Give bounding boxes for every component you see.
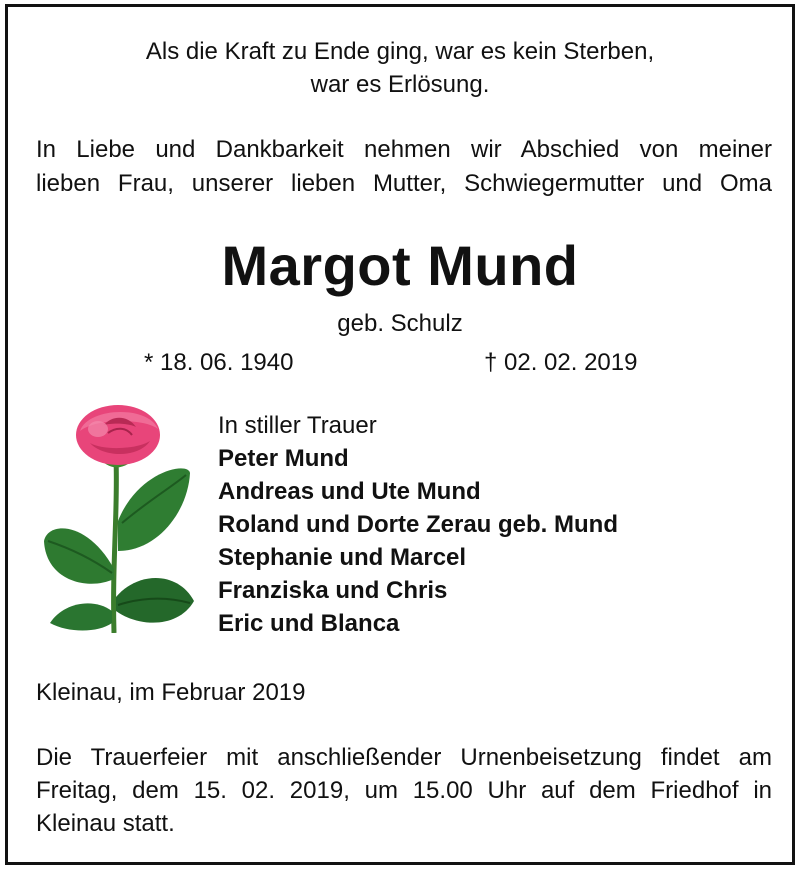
mourner-name: Andreas und Ute Mund (218, 478, 481, 505)
mourner-name: Franziska und Chris (218, 577, 448, 604)
mourner-name: Stephanie und Marcel (218, 544, 467, 571)
birth-date: * 18. 06. 1940 (144, 349, 294, 376)
notice-line-1: Die Trauerfeier mit anschließender Urnenbeisetzung findet am (36, 744, 772, 771)
rose-icon (38, 401, 208, 633)
quote-line-2: war es Erlösung. (310, 71, 490, 98)
mourners-list (218, 409, 618, 640)
notice-line-3: Kleinau statt. (36, 810, 175, 837)
death-date: † 02. 02. 2019 (484, 349, 638, 376)
intro-line-1: In Liebe und Dankbarkeit nehmen wir Abschied von meiner (36, 136, 772, 163)
farewell-intro (36, 133, 772, 201)
obituary-notice (5, 4, 795, 865)
deceased-name: Margot Mund (221, 234, 579, 297)
notice-line-2: Freitag, dem 15. 02. 2019, um 15.00 Uhr auf dem Friedhof in (36, 777, 772, 804)
intro-line-2: lieben Frau, unserer lieben Mutter, Schwiegermutter und Oma (36, 170, 772, 197)
mourners-heading: In stiller Trauer (218, 412, 377, 439)
opening-quote (8, 35, 792, 101)
place-and-date: Kleinau, im Februar 2019 (36, 679, 306, 706)
mourner-name: Peter Mund (218, 445, 349, 472)
maiden-name: geb. Schulz (337, 310, 463, 337)
funeral-notice (36, 741, 772, 840)
mourner-name: Eric und Blanca (218, 610, 400, 637)
mourner-name: Roland und Dorte Zerau geb. Mund (218, 511, 618, 538)
quote-line-1: Als die Kraft zu Ende ging, war es kein Sterben, (145, 38, 655, 65)
